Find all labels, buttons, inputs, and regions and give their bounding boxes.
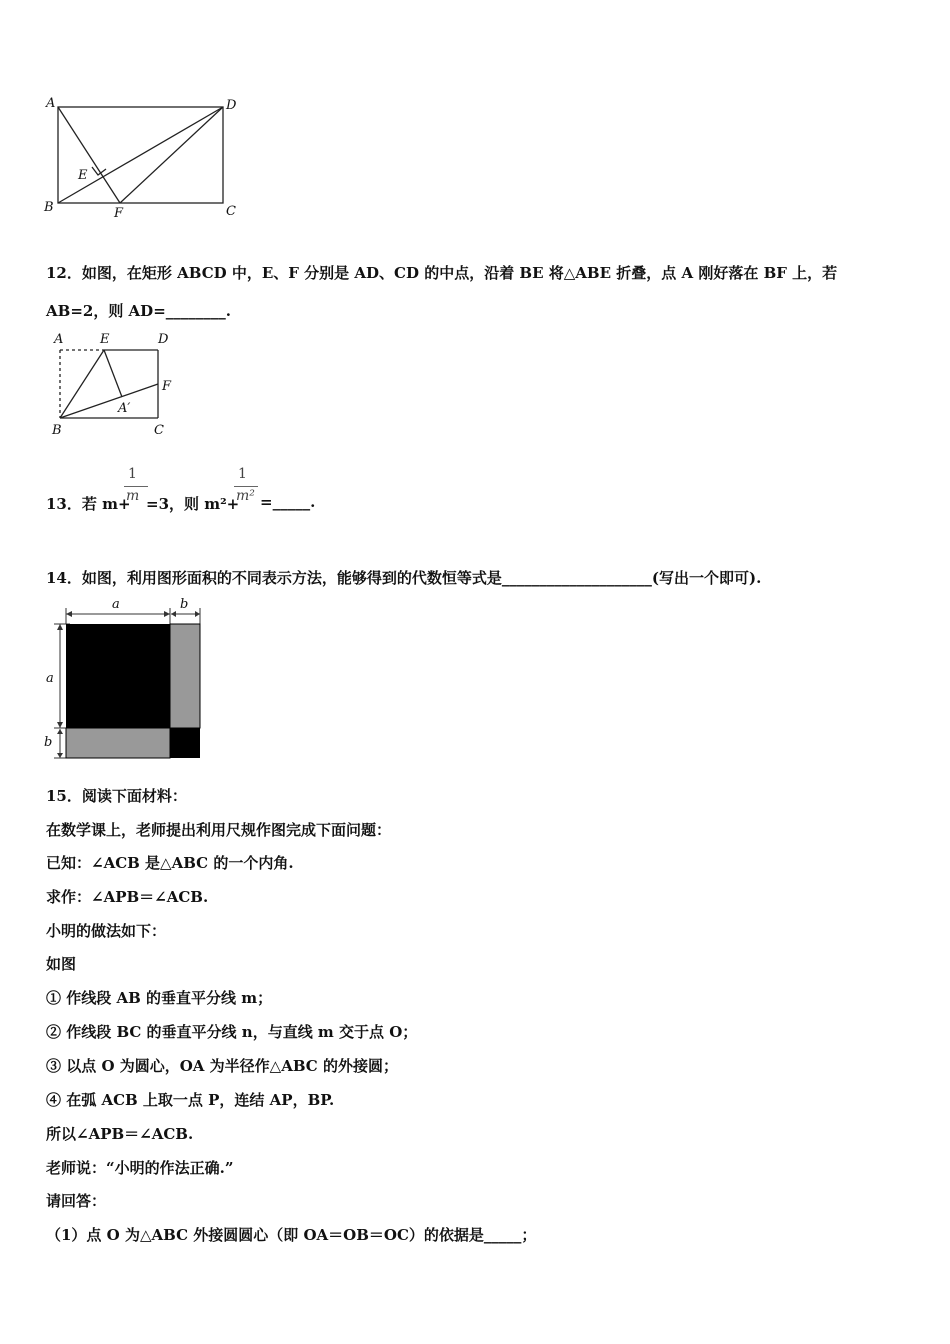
q15-line: 在数学课上，老师提出利用尺规作图完成下面问题： xyxy=(46,821,392,839)
figure-q11 xyxy=(40,95,240,225)
label-b-top: b xyxy=(180,597,189,612)
arrowhead xyxy=(57,729,63,734)
fraction-1-over-m-squared xyxy=(234,466,260,512)
figure-q12 xyxy=(46,330,186,440)
segment-bd xyxy=(58,107,223,203)
q15-line: （1）点 O 为△ABC 外接圆圆心（即 OA＝OB＝OC）的依据是_____； xyxy=(46,1226,537,1244)
q15-line: 老师说：“小明的作法正确.” xyxy=(46,1159,234,1177)
question-13-suffix: =_____. xyxy=(260,493,316,511)
label-d: D xyxy=(226,98,237,113)
question-13-prefix: 13．若 m+ xyxy=(46,495,131,513)
question-13-middle: =3，则 m²+ xyxy=(146,495,240,513)
label-f: F xyxy=(114,206,124,221)
fraction-bar xyxy=(124,486,148,487)
arrowhead xyxy=(57,722,63,728)
label-b: B xyxy=(52,423,62,438)
rect-ab-bottom xyxy=(66,728,170,758)
fraction-numerator: 1 xyxy=(128,466,137,482)
segment-af xyxy=(58,107,120,203)
square-b-squared xyxy=(170,728,200,758)
fraction-denominator: m² xyxy=(236,488,255,504)
label-a: A xyxy=(54,332,64,347)
q15-line: 请回答： xyxy=(46,1192,107,1210)
label-b: B xyxy=(44,200,54,215)
fraction-numerator: 1 xyxy=(238,466,247,482)
figure-q14 xyxy=(40,594,210,764)
q15-line: 小明的做法如下： xyxy=(46,922,167,940)
label-a-prime: A′ xyxy=(118,401,131,416)
q15-line: ④ 在弧 ACB 上取一点 P，连结 AP，BP. xyxy=(46,1091,335,1109)
question-12-line2: AB=2，则 AD=________. xyxy=(46,302,231,320)
segment-fd xyxy=(120,107,223,203)
arrowhead xyxy=(66,611,72,617)
rect-ab-right xyxy=(170,624,200,728)
segment-bf xyxy=(60,384,158,418)
label-c: C xyxy=(226,204,236,219)
segment-be xyxy=(60,350,104,418)
label-b-left: b xyxy=(44,735,53,750)
fraction-bar xyxy=(234,486,258,487)
label-e: E xyxy=(78,168,88,183)
label-c: C xyxy=(154,423,164,438)
arrowhead xyxy=(57,624,63,630)
arrowhead xyxy=(195,611,200,617)
q15-line: 已知：∠ACB 是△ABC 的一个内角. xyxy=(46,854,294,872)
arrowhead xyxy=(171,611,176,617)
q15-line: 求作：∠APB＝∠ACB. xyxy=(46,888,209,906)
label-d: D xyxy=(158,332,169,347)
fraction-denominator: m xyxy=(126,488,140,504)
q15-line: 如图 xyxy=(46,955,77,973)
question-15-title: 15．阅读下面材料： xyxy=(46,787,187,805)
label-a-left: a xyxy=(46,671,54,686)
segment-ea-prime xyxy=(104,350,122,397)
label-f: F xyxy=(162,379,172,394)
square-a-squared xyxy=(66,624,170,728)
label-a: A xyxy=(46,96,56,111)
label-a-top: a xyxy=(112,597,120,612)
q15-line: 所以∠APB＝∠ACB. xyxy=(46,1125,194,1143)
question-14-text: 14．如图，利用图形面积的不同表示方法，能够得到的代数恒等式是____________________(写出一个即可). xyxy=(46,569,762,587)
q15-line: ③ 以点 O 为圆心，OA 为半径作△ABC 的外接圆； xyxy=(46,1057,398,1075)
arrowhead xyxy=(57,753,63,758)
label-e: E xyxy=(100,332,110,347)
question-12-line1: 12．如图，在矩形 ABCD 中，E、F 分别是 AD、CD 的中点，沿着 BE 将△ABE 折叠，点 A 刚好落在 BF 上，若 xyxy=(46,264,838,282)
arrowhead xyxy=(164,611,170,617)
q15-line: ① 作线段 AB 的垂直平分线 m； xyxy=(46,989,273,1007)
q15-line: ② 作线段 BC 的垂直平分线 n，与直线 m 交于点 O； xyxy=(46,1023,418,1041)
